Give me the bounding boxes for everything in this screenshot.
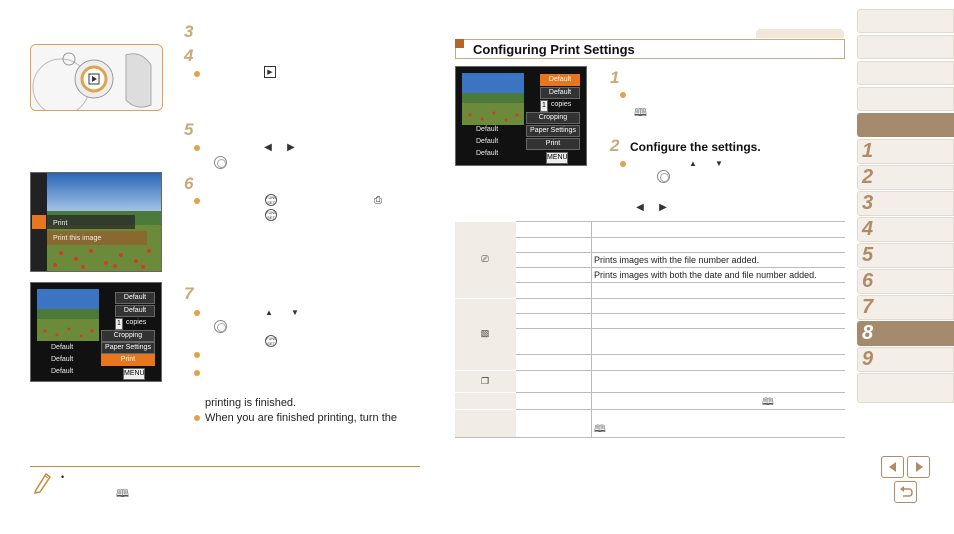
print-button-screen: Print — [101, 354, 155, 366]
table-row — [516, 221, 845, 222]
note-bullet: • — [61, 472, 65, 482]
pencil-note-icon — [32, 470, 52, 494]
final-bullet — [194, 415, 200, 421]
playback-button-icon: ▶ — [264, 66, 276, 78]
menu-back-label: MENU — [123, 368, 145, 380]
up-arrow-icon: ▲ — [265, 307, 273, 317]
table-row — [516, 328, 845, 329]
r-step-2-bullet — [620, 161, 626, 167]
r-cropping-button: Cropping — [526, 112, 580, 124]
nav-tab-top-4[interactable] — [857, 87, 954, 111]
table-row — [516, 282, 845, 283]
nav-chapter-2-number: 2 — [862, 166, 874, 188]
nav-tab-bottom[interactable] — [857, 373, 954, 403]
nav-tab-top-1[interactable] — [857, 9, 954, 33]
r-step-2-number: 2 — [610, 136, 620, 155]
nav-chapter-5-number: 5 — [862, 244, 874, 266]
prev-page-button[interactable] — [881, 456, 904, 478]
table-row — [516, 252, 845, 253]
r-opt-date-default: Default — [540, 74, 580, 86]
table-bottom-border — [455, 437, 845, 438]
opt-date-default: Default — [115, 292, 155, 304]
section-header-marker — [455, 39, 464, 48]
r-left-arrow-icon: ◀ — [636, 201, 644, 213]
r-copies-label: copies — [551, 101, 572, 108]
table-row — [516, 313, 845, 314]
r-left-default-3: Default — [476, 150, 499, 157]
nav-chapter-3-number: 3 — [862, 192, 874, 214]
screen-print-settings-left — [30, 282, 162, 382]
nav-tab-chapter-header[interactable] — [857, 113, 954, 137]
nav-chapter-9-number: 9 — [862, 348, 874, 370]
step-7-number: 7 — [184, 284, 194, 303]
nav-chapter-4-number: 4 — [862, 218, 874, 240]
r-step-1-bullet — [620, 92, 626, 98]
table-row — [516, 354, 845, 355]
image-print-icon: ▧ — [480, 327, 490, 338]
print-icon: ⎙ — [374, 194, 382, 206]
table-book-ref-icon-2: 🕮 — [594, 424, 606, 435]
step-6-number: 6 — [184, 174, 194, 193]
table-group-paper-settings — [455, 409, 516, 437]
nav-tab-top-3[interactable] — [857, 61, 954, 85]
step-5-bullet — [194, 145, 200, 151]
r-step-2-title: Configure the settings. — [630, 140, 761, 154]
step-4-bullet — [194, 71, 200, 77]
nav-chapter-1-number: 1 — [862, 140, 874, 162]
file-number-description: Prints images with the file number added. — [594, 255, 760, 265]
final-bullet-text: When you are finished printing, turn the — [205, 412, 398, 424]
control-dial-icon-2 — [214, 320, 227, 333]
r-paper-settings-button: Paper Settings — [526, 125, 580, 137]
return-button[interactable] — [894, 481, 917, 503]
table-row — [516, 298, 845, 299]
r-print-button-screen: Print — [526, 138, 580, 150]
table-row — [516, 267, 845, 268]
print-menu-label: Print — [53, 220, 68, 227]
note-divider — [30, 466, 420, 467]
cropping-button: Cropping — [101, 330, 155, 342]
left-default-2: Default — [51, 356, 74, 363]
print-this-image-label: Print this image — [53, 235, 102, 242]
r-right-arrow-icon: ▶ — [659, 201, 667, 213]
copies-label: copies — [126, 319, 147, 326]
r-left-default-2: Default — [476, 138, 499, 145]
r-step-1-number: 1 — [610, 68, 620, 87]
copies-print-icon: ❐ — [480, 375, 490, 386]
left-arrow-icon: ◀ — [264, 141, 272, 153]
step-7-bullet-3 — [194, 370, 200, 376]
r-down-arrow-icon: ▼ — [715, 158, 723, 168]
step-6-bullet — [194, 198, 200, 204]
r-menu-back-label: MENU — [546, 152, 568, 164]
camera-dial-illustration — [30, 44, 163, 111]
next-page-button[interactable] — [907, 456, 930, 478]
table-row — [516, 392, 845, 393]
nav-chapter-7-number: 7 — [862, 296, 874, 318]
func-set-button-icon-2: FUNC SET — [266, 210, 278, 220]
r-left-default-1: Default — [476, 126, 499, 133]
func-set-button-icon: FUNC SET — [266, 195, 278, 205]
paper-settings-button: Paper Settings — [101, 342, 155, 354]
section-tab-marker — [756, 29, 844, 38]
control-dial-icon — [214, 156, 227, 169]
r-up-arrow-icon: ▲ — [689, 158, 697, 168]
r-copies-number: 1 — [540, 100, 548, 112]
left-default-1: Default — [51, 344, 74, 351]
right-arrow-icon: ▶ — [287, 141, 295, 153]
screen-print-settings-right — [455, 66, 587, 166]
book-ref-icon: 🕮 — [116, 488, 129, 500]
date-file-number-description: Prints images with both the date and file number added. — [594, 270, 817, 280]
printing-finished-text: printing is finished. — [205, 397, 297, 409]
table-group-cropping — [455, 392, 516, 409]
copies-number: 1 — [115, 318, 123, 330]
nav-chapter-8-number: 8 — [862, 322, 874, 344]
section-title: Configuring Print Settings — [473, 42, 635, 57]
table-row — [516, 237, 845, 238]
nav-chapter-6-number: 6 — [862, 270, 874, 292]
step-5-number: 5 — [184, 120, 194, 139]
table-book-ref-icon: 🕮 — [762, 397, 774, 408]
r-control-dial-icon — [657, 170, 670, 183]
step-7-bullet-2 — [194, 352, 200, 358]
left-default-3: Default — [51, 368, 74, 375]
date-print-icon: ⎚ — [481, 253, 489, 264]
func-set-button-icon-3: FUNC SET — [266, 336, 278, 346]
r-book-ref-icon: 🕮 — [634, 107, 647, 119]
nav-tab-top-2[interactable] — [857, 35, 954, 59]
r-opt-paper-default: Default — [540, 87, 580, 99]
table-row — [516, 409, 845, 410]
screen-print-menu — [30, 172, 162, 272]
step-4-number: 4 — [184, 46, 194, 65]
step-7-bullet-1 — [194, 310, 200, 316]
down-arrow-icon: ▼ — [291, 307, 299, 317]
table-column-divider — [591, 221, 592, 437]
step-3-number: 3 — [184, 22, 194, 41]
opt-paper-default: Default — [115, 305, 155, 317]
table-row — [516, 370, 845, 371]
